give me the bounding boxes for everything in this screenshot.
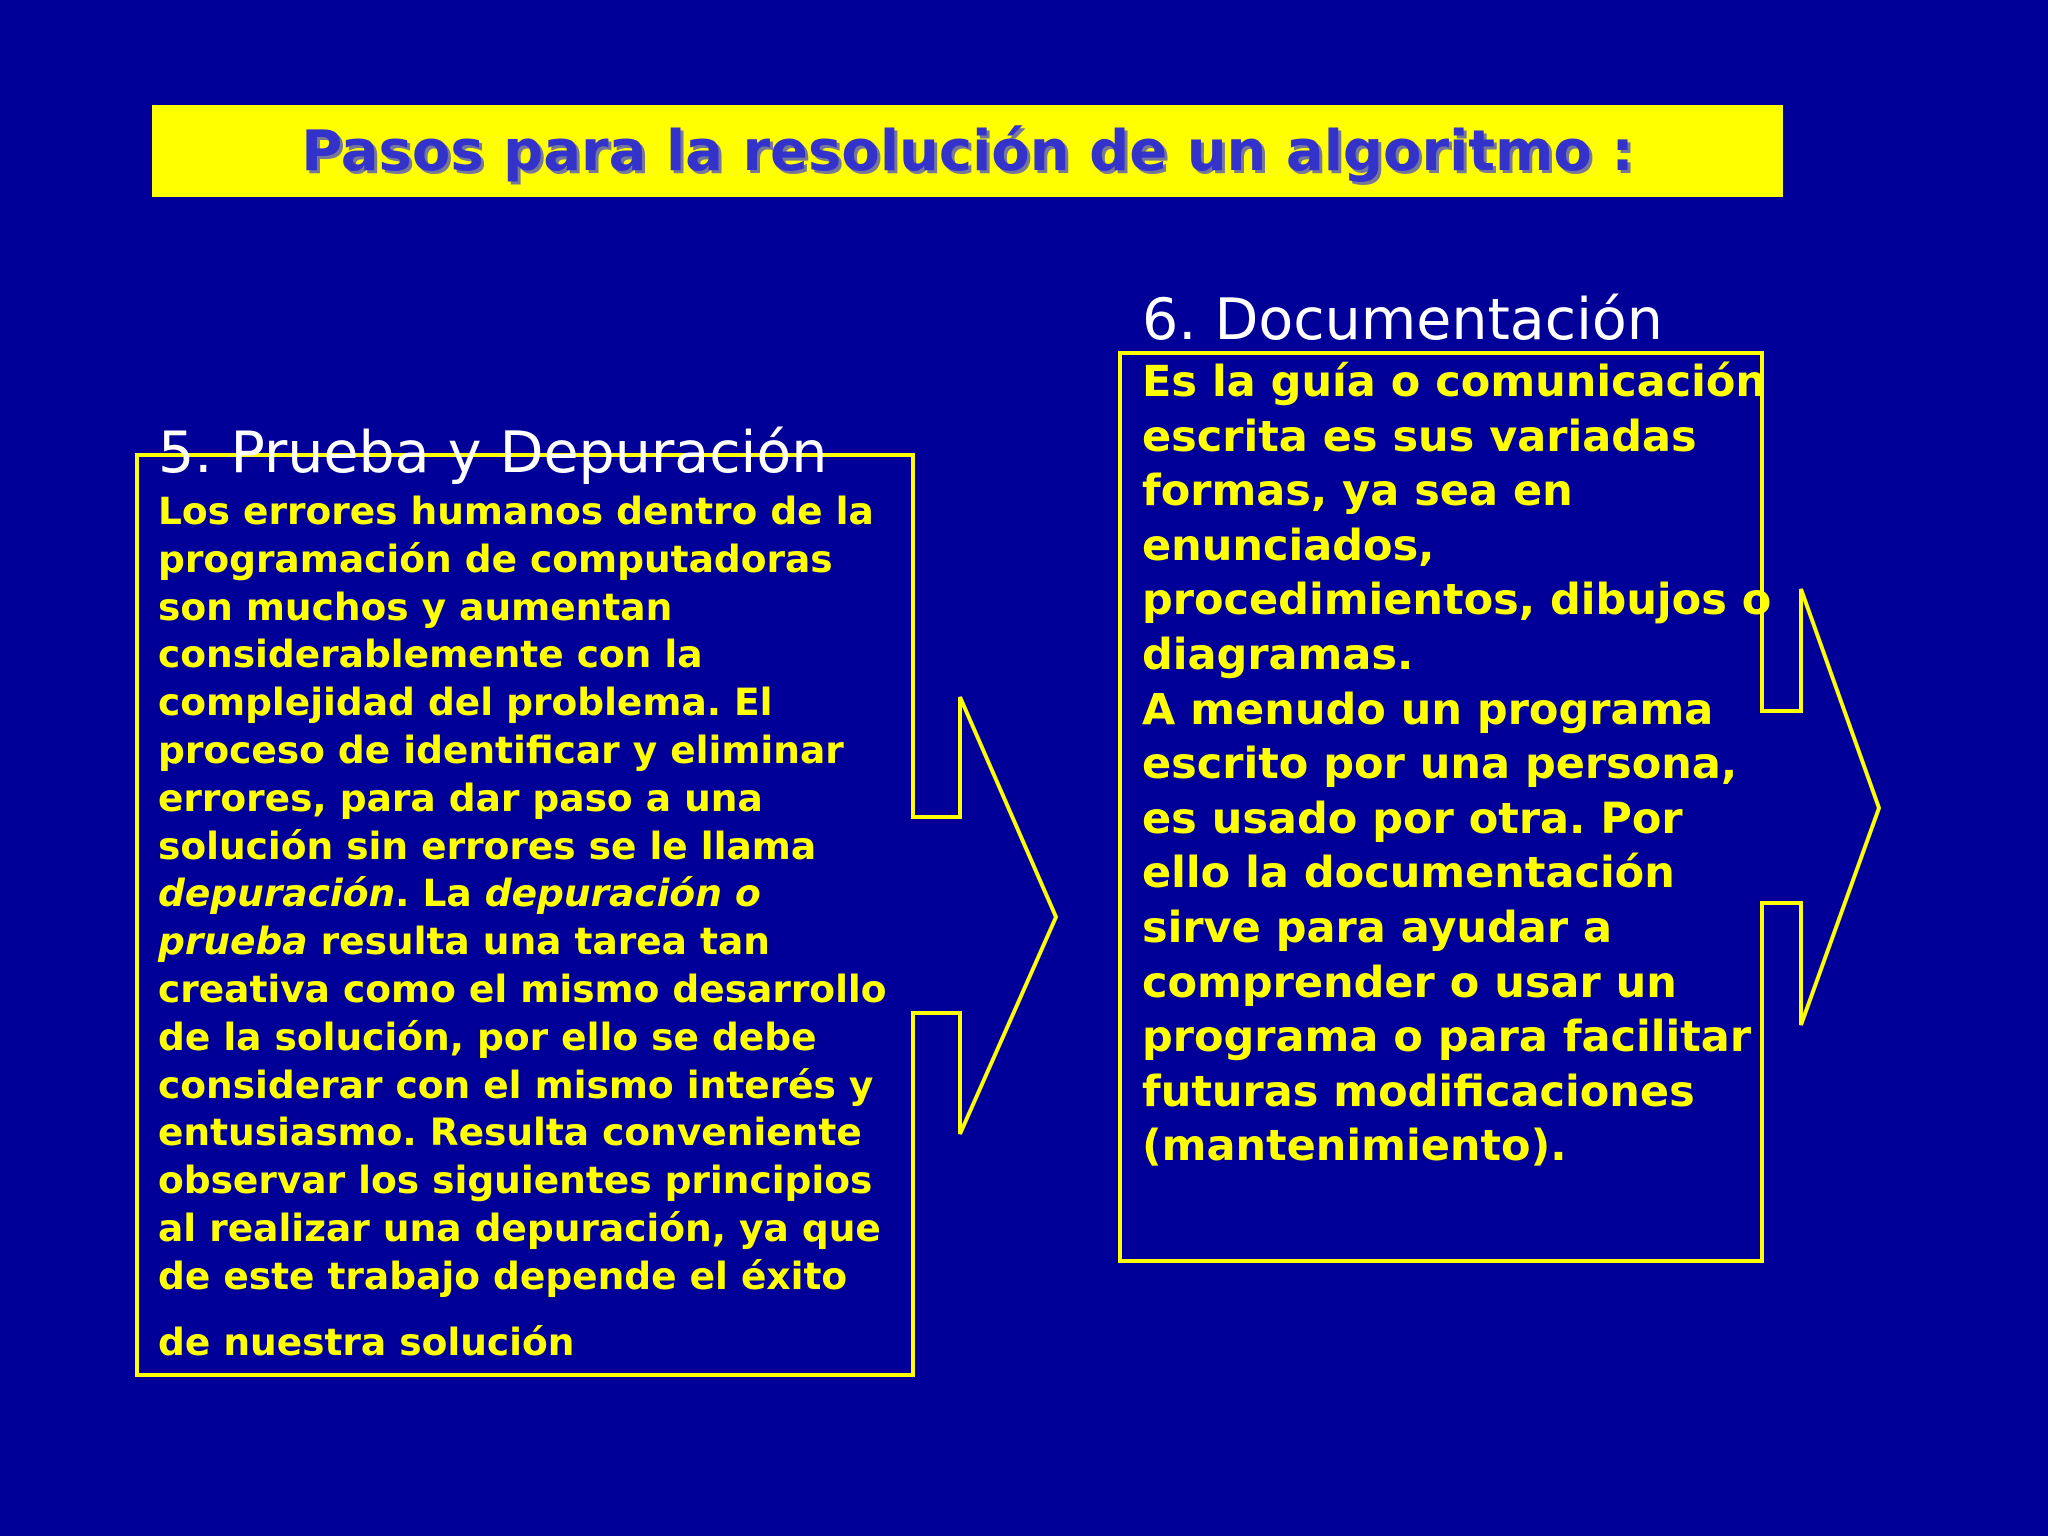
step6-text-2: A menudo un programa escrito por una persona, es usado por otra. Por ello la documentación sirve para ayudar a comprender o usar un programa o para facilitar futuras modificaciones (mantenimiento).	[1142, 684, 1752, 1172]
step6-text-1: Es la guía o comunicación escrita es sus variadas formas, ya sea en enunciados, procedimientos, dibujos o diagramas.	[1142, 357, 1772, 680]
step5-body	[158, 488, 898, 1366]
step6-heading: 6. Documentación	[1142, 287, 1663, 353]
step5-italic-2: depuración o prueba	[158, 871, 761, 964]
step5-text-3: resulta una tarea tan creativa como el mismo desarrollo de la solución, por ello se debe considerar con el mismo interés y entusiasmo. Resulta conveniente observar los siguientes principios al realizar una depuración, ya que de este trabajo depende el éxito	[158, 919, 887, 1298]
step5-text-1: Los errores humanos dentro de la programación de computadoras son muchos y aumentan considerablemente con la complejidad del problema. El proceso de identificar y eliminar errores, para dar paso a una solución sin errores se le llama	[158, 489, 874, 868]
step5-italic-1: depuración	[158, 871, 396, 916]
step5-text-4: de nuestra solución	[158, 1319, 575, 1364]
step6-body	[1142, 355, 1782, 1174]
step5-text-2: . La	[395, 871, 485, 916]
step5-heading: 5. Prueba y Depuración	[158, 420, 828, 486]
slide-title: Pasos para la resolución de un algoritmo :	[301, 118, 1634, 184]
